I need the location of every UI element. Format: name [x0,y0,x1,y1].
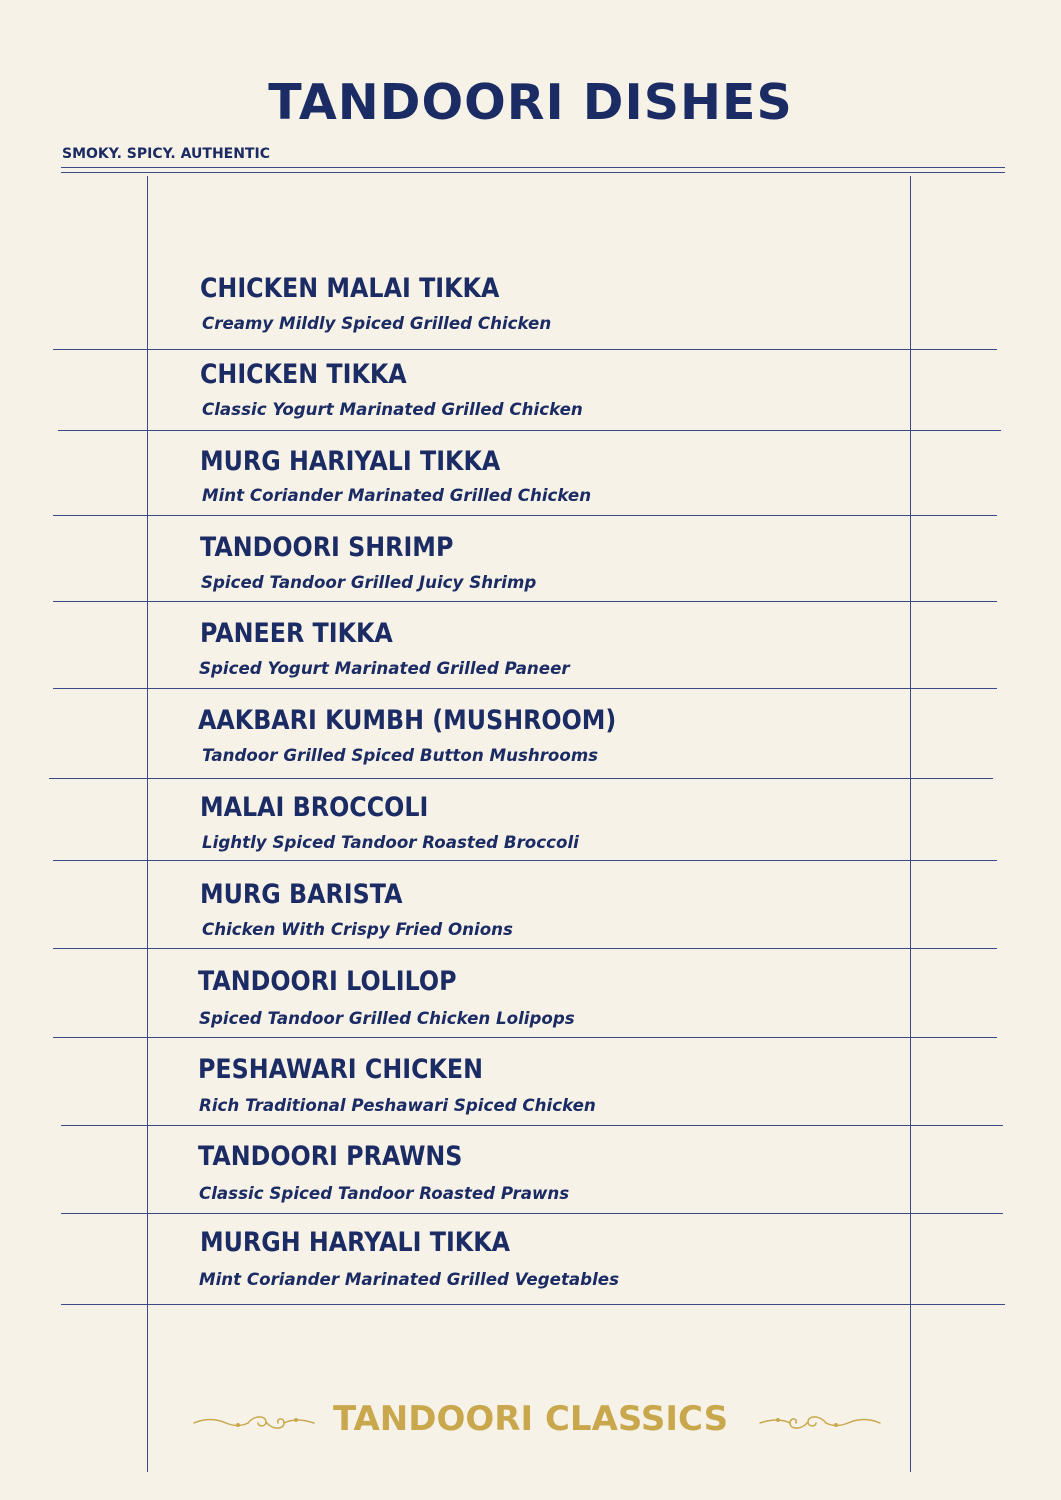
item-name: CHICKEN TIKKA [200,359,407,390]
item-name: PESHAWARI CHICKEN [198,1054,484,1085]
item-name: TANDOORI PRAWNS [198,1141,463,1172]
column-divider-left [147,176,148,1472]
item-name: AAKBARI KUMBH (MUSHROOM) [198,705,617,736]
page-title: TANDOORI DISHES [268,74,793,131]
row-divider [53,860,997,861]
page-tagline: SMOKY. SPICY. AUTHENTIC [62,146,270,162]
item-description: Spiced Tandoor Grilled Chicken Lolipops [199,1009,575,1029]
scroll-flourish-icon [758,1412,882,1434]
item-description: Rich Traditional Peshawari Spiced Chicken [199,1096,596,1116]
item-description: Mint Coriander Marinated Grilled Vegetables [199,1270,620,1290]
row-divider [61,1213,1003,1214]
item-description: Lightly Spiced Tandoor Roasted Broccoli [202,833,579,853]
row-divider [53,948,997,949]
row-divider [53,601,997,602]
header-rule-top [61,167,1005,168]
column-divider-right [910,176,911,1472]
footer-label: TANDOORI CLASSICS [332,1399,729,1439]
item-description: Chicken With Crispy Fried Onions [202,920,513,940]
item-name: MURG BARISTA [200,879,403,910]
row-divider [61,1304,1005,1305]
item-name: MURG HARIYALI TIKKA [200,446,501,477]
row-divider [49,778,993,779]
header-rule-bottom [61,172,1005,173]
item-description: Spiced Tandoor Grilled Juicy Shrimp [201,573,537,593]
item-description: Spiced Yogurt Marinated Grilled Paneer [199,659,570,679]
row-divider [53,688,997,689]
item-name: MURGH HARYALI TIKKA [200,1227,510,1258]
row-divider [58,430,1001,431]
row-divider [61,1125,1003,1126]
row-divider [53,349,997,350]
item-description: Creamy Mildly Spiced Grilled Chicken [202,314,552,334]
item-description: Classic Yogurt Marinated Grilled Chicken [202,400,583,420]
item-description: Tandoor Grilled Spiced Button Mushrooms [202,746,599,766]
row-divider [53,515,997,516]
row-divider [53,1037,997,1038]
item-description: Mint Coriander Marinated Grilled Chicken [202,486,592,506]
item-name: CHICKEN MALAI TIKKA [200,273,500,304]
item-name: PANEER TIKKA [200,618,393,649]
item-description: Classic Spiced Tandoor Roasted Prawns [199,1184,570,1204]
item-name: TANDOORI LOLILOP [198,966,457,997]
item-name: MALAI BROCCOLI [200,792,429,823]
item-name: TANDOORI SHRIMP [200,532,454,563]
